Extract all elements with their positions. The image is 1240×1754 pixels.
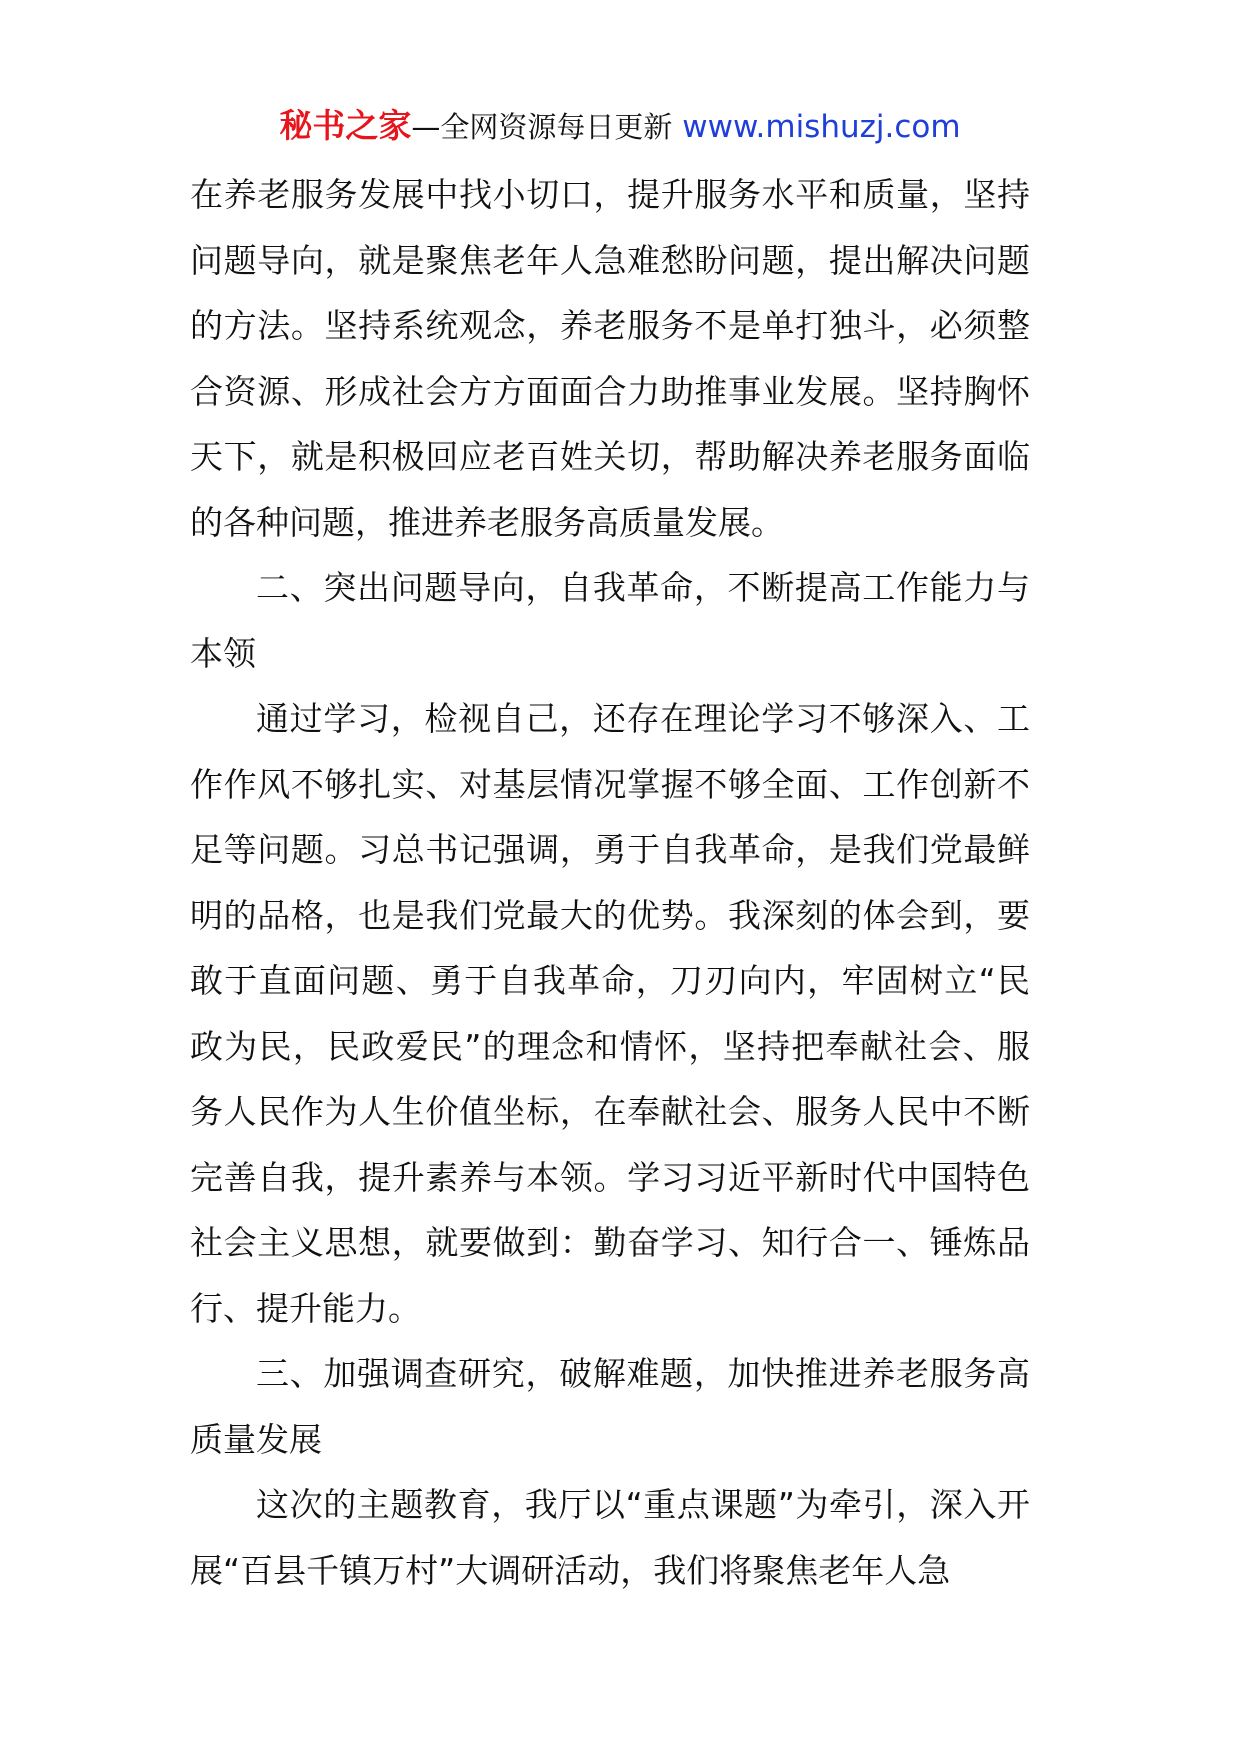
section-heading-3: 三、加强调查研究，破解难题，加快推进养老服务高质量发展 [190,1354,1030,1459]
paragraph-continued: 在养老服务发展中找小切口，提升服务水平和质量，坚持问题导向，就是聚焦老年人急难愁盼问题，提出解决问题的方法。坚持系统观念，养老服务不是单打独斗，必须整合资源、形成社会方方面面合力助推事业发展。坚持胸怀天下，就是积极回应老百姓关切，帮助解决养老服务面临的各种问题，推进养老服务高质量发展。 [190,175,1030,542]
paragraph-section-2: 通过学习，检视自己，还存在理论学习不够深入、工作作风不够扎实、对基层情况掌握不够全面、工作创新不足等问题。习总书记强调，勇于自我革命，是我们党最鲜明的品格，也是我们党最大的优势。我深刻的体会到，要敢于直面问题、勇于自我革命，刀刃向内，牢固树立“民政为民，民政爱民”的理念和情怀，坚持把奉献社会、服务人民作为人生价值坐标，在奉献社会、服务人民中不断完善自我，提升素养与本领。学习习近平新时代中国特色社会主义思想，就要做到：勤奋学习、知行合一、锤炼品行、提升能力。 [190,699,1030,1328]
site-url-link[interactable]: www.mishuzj.com [682,109,961,145]
paragraph-section-3: 这次的主题教育，我厅以“重点课题”为牵引，深入开展“百县千镇万村”大调研活动，我们将聚焦老年人急 [190,1485,1030,1590]
document-body [190,162,1030,1603]
site-header [0,104,1240,149]
section-heading-2: 二、突出问题导向，自我革命，不断提高工作能力与本领 [190,568,1030,673]
site-tagline: —全网资源每日更新 [411,110,673,144]
site-brand: 秘书之家 [279,106,412,145]
